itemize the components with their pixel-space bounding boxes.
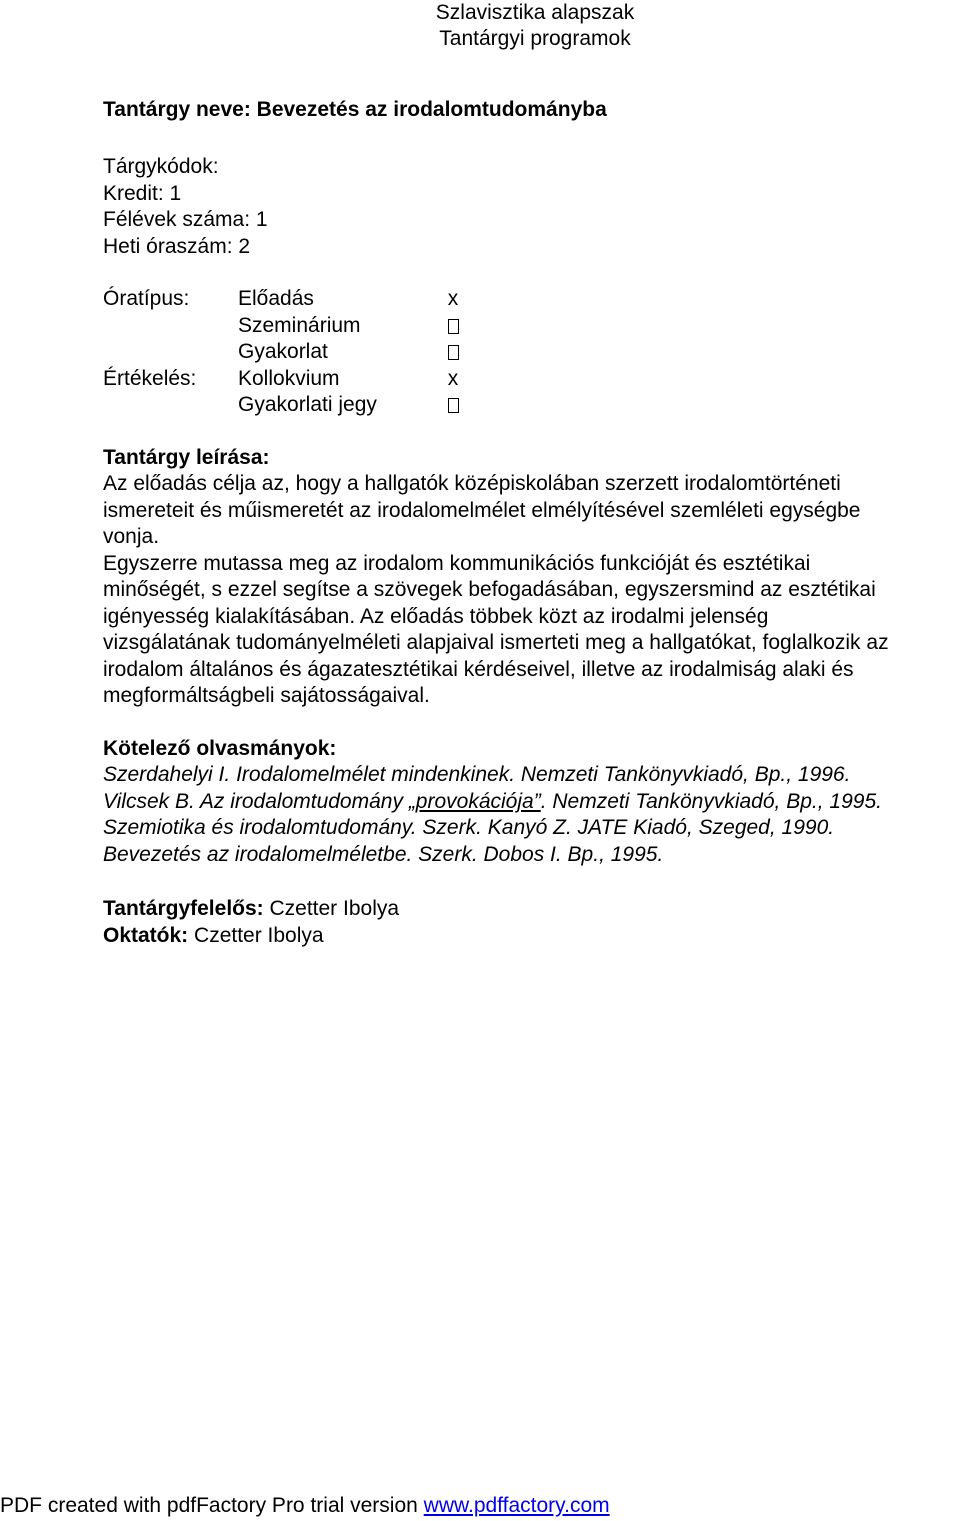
reading-text: Vilcsek B. Az irodalomtudomány xyxy=(103,789,409,813)
reading-underlined-text: „provokációja” xyxy=(408,789,541,813)
description-line: vonja. xyxy=(103,525,160,548)
footer-text: PDF created with pdfFactory Pro trial version xyxy=(0,1494,424,1517)
course-semesters: Félévek száma: 1 xyxy=(103,208,268,231)
course-code: Tárgykódok: xyxy=(103,155,219,178)
course-responsible xyxy=(103,896,960,923)
type-row-lecture xyxy=(103,286,960,313)
course-content xyxy=(103,96,960,949)
type-row-label xyxy=(103,339,238,366)
empty-checkbox-icon xyxy=(448,398,459,413)
responsible-name: Czetter Ibolya xyxy=(263,897,400,920)
type-row-label xyxy=(103,313,238,340)
people-section xyxy=(103,896,960,949)
description-line: irodalom általános és ágazatesztétikai kérdéseivel, illetve az irodalmiság alaki és xyxy=(103,657,854,681)
pdffactory-link[interactable]: www.pdffactory.com xyxy=(423,1494,610,1517)
type-row-mark xyxy=(438,339,468,366)
type-row-mark xyxy=(438,313,468,340)
type-row-colloquium xyxy=(103,366,960,393)
type-row-label xyxy=(103,392,238,419)
type-row-name: Előadás xyxy=(238,287,314,310)
course-meta xyxy=(103,154,960,260)
type-row-name: Szeminárium xyxy=(238,313,361,337)
reading-item xyxy=(103,762,960,789)
reading-text-end: . Nemzeti Tankönyvkiadó, Bp., 1995. xyxy=(540,789,882,813)
teachers-label: Oktatók: xyxy=(103,923,189,947)
empty-checkbox-icon xyxy=(448,345,459,360)
type-row-label: Értékelés: xyxy=(103,366,197,390)
reading-text: Szerdahelyi I. Irodalomelmélet mindenkinek. Nemzeti Tankönyvkiadó, Bp., 1996. xyxy=(103,763,851,786)
description-line: megformáltságbeli sajátosságaival. xyxy=(103,684,430,707)
description-line: igényesség kialakításában. Az előadás többek közt az irodalmi jelenség xyxy=(103,604,769,628)
course-types xyxy=(103,286,960,419)
type-row-practice-grade xyxy=(103,392,960,419)
reading-item xyxy=(103,789,960,816)
reading-text: Bevezetés az irodalomelméletbe. Szerk. Dobos I. Bp., 1995. xyxy=(103,842,664,866)
description-heading: Tantárgy leírása: xyxy=(103,445,270,469)
type-row-mark: x xyxy=(447,287,459,310)
type-row-name: Kollokvium xyxy=(238,366,340,390)
reading-item xyxy=(103,842,960,869)
description-line: Egyszerre mutassa meg az irodalom kommunikációs funkcióját és esztétikai xyxy=(103,551,811,575)
description-line: minőségét, s ezzel segítse a szövegek befogadásában, egyszersmind az esztétikai xyxy=(103,578,876,601)
description-line: vizsgálatának tudományelméleti alapjaival ismerteti meg a hallgatókat, foglalkozik az xyxy=(103,631,889,654)
reading-item xyxy=(103,815,960,842)
type-row-mark: x xyxy=(447,366,459,390)
description-line: Az előadás célja az, hogy a hallgatók középiskolában szerzett irodalomtörténeti xyxy=(103,472,841,495)
description-line: ismereteit és műismeretét az irodalomelmélet elmélyítésével szemléleti egységbe xyxy=(103,498,861,522)
teachers-name: Czetter Ibolya xyxy=(188,923,324,947)
description-section xyxy=(103,445,960,710)
type-row-name: Gyakorlat xyxy=(238,340,328,363)
reading-text: Szemiotika és irodalomtudomány. Szerk. Kanyó Z. JATE Kiadó, Szeged, 1990. xyxy=(103,816,835,839)
course-credit: Kredit: 1 xyxy=(103,181,182,205)
pdf-footer xyxy=(0,1493,610,1519)
type-row-label: Óratípus: xyxy=(103,287,190,310)
course-title: Tantárgy neve: Bevezetés az irodalomtudományba xyxy=(103,98,607,121)
type-row-seminar xyxy=(103,313,960,340)
empty-checkbox-icon xyxy=(448,319,459,334)
readings-heading: Kötelező olvasmányok: xyxy=(103,736,337,760)
responsible-label: Tantárgyfelelős: xyxy=(103,897,264,920)
description-text xyxy=(103,471,960,710)
type-row-practice xyxy=(103,339,960,366)
program-name: Szlavisztika alapszak xyxy=(435,1,635,24)
type-row-name: Gyakorlati jegy xyxy=(238,393,377,416)
course-weekly-hours: Heti óraszám: 2 xyxy=(103,234,251,258)
course-teachers xyxy=(103,923,960,950)
readings-section xyxy=(103,736,960,869)
document-type: Tantárgyi programok xyxy=(439,27,631,50)
type-row-mark xyxy=(438,392,468,419)
document-header xyxy=(0,0,960,52)
